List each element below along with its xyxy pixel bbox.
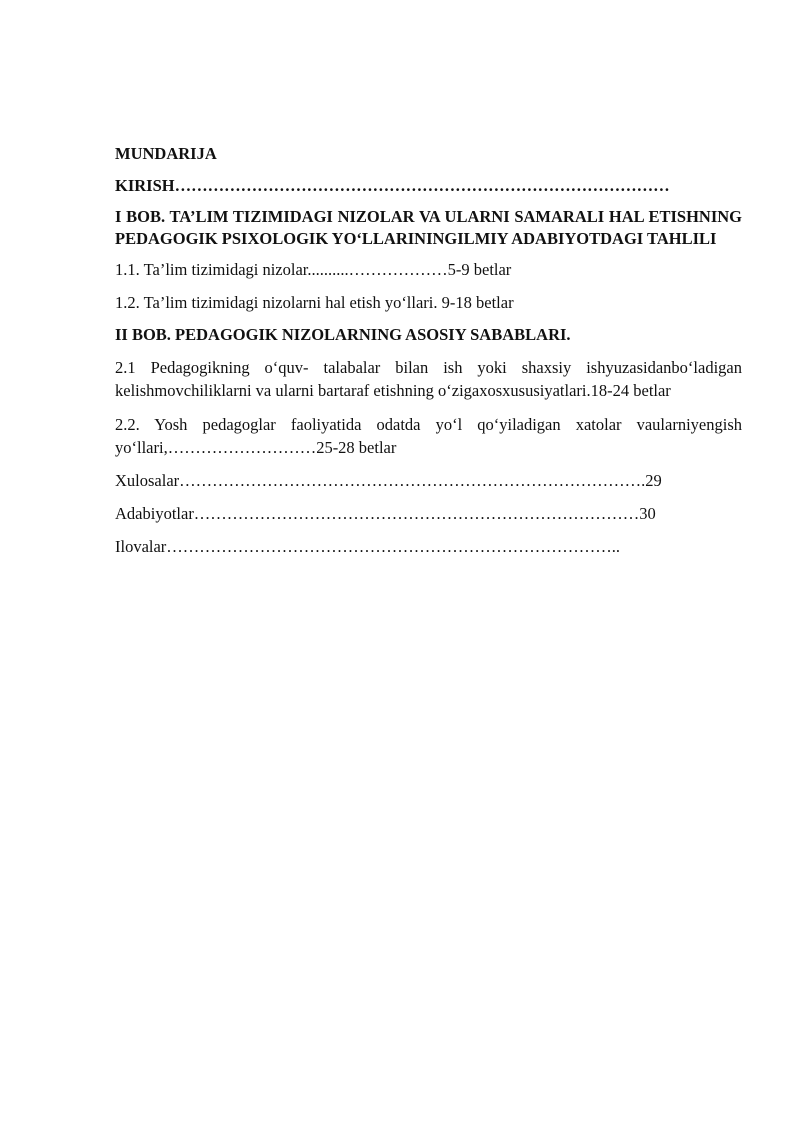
- toc-section-1-2: 1.2. Ta’lim tizimidagi nizolarni hal etish yo‘llari. 9-18 betlar: [115, 293, 514, 312]
- toc-entry-kirish: KIRISH………………………………………………………………………………: [115, 176, 670, 195]
- toc-entry-xulosalar: Xulosalar………………………………………………………………………….29: [115, 471, 662, 490]
- toc-chapter-1: I BOB. TA’LIM TIZIMIDAGI NIZOLAR VA ULARNI SAMARALI HAL ETISHNING PEDAGOGIK PSIXOLOGIK YO‘LLARININGILMIY ADABIYOTDAGI TAHLILI: [115, 207, 742, 248]
- toc-entry-adabiyotlar: Adabiyotlar………………………………………………………………………30: [115, 504, 656, 523]
- table-of-contents: [115, 143, 742, 558]
- toc-chapter-2: II BOB. PEDAGOGIK NIZOLARNING ASOSIY SABABLARI.: [115, 325, 571, 344]
- toc-section-2-1: 2.1 Pedagogikning o‘quv- talabalar bilan ish yoki shaxsiy ishyuzasidanbo‘ladigan kelishmovchiliklarni va ularni bartaraf etishning o‘zigaxosxususiyatlari.18-24 betlar: [115, 358, 742, 400]
- toc-title: MUNDARIJA: [115, 144, 217, 163]
- toc-section-1-1: 1.1. Ta’lim tizimidagi nizolar..........………………5-9 betlar: [115, 260, 512, 279]
- toc-entry-ilovalar: Ilovalar………………………………………………………………………..: [115, 537, 621, 556]
- toc-section-2-2: 2.2. Yosh pedagoglar faoliyatida odatda yo‘l qo‘yiladigan xatolar vaularniyengish yo‘llari,………………………25-28 betlar: [115, 415, 742, 457]
